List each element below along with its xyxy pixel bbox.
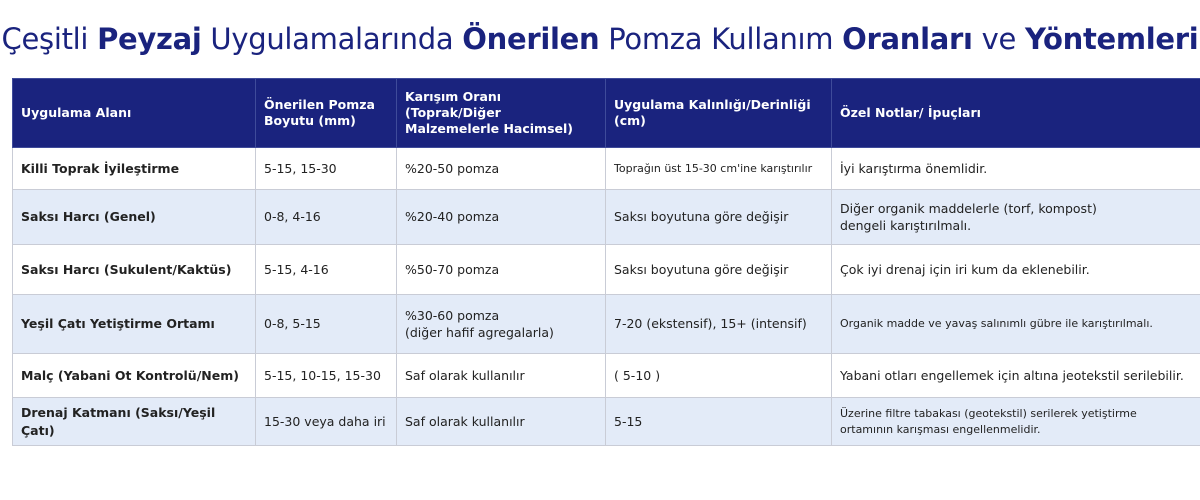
cell-mix-ratio: %20-40 pomza xyxy=(397,190,606,245)
title-part: ve xyxy=(972,22,1025,56)
cell-notes: İyi karıştırma önemlidir. xyxy=(832,148,1200,190)
table-row xyxy=(13,295,1200,354)
table-row xyxy=(13,354,1200,398)
cell-thickness: 7-20 (ekstensif), 15+ (intensif) xyxy=(606,295,832,354)
title-part: Pomza Kullanım xyxy=(599,22,843,56)
cell-pumice-size: 0-8, 5-15 xyxy=(256,295,397,354)
cell-mix-ratio: %50-70 pomza xyxy=(397,245,606,295)
cell-thickness: 5-15 xyxy=(606,398,832,446)
cell-application-area: Saksı Harcı (Genel) xyxy=(13,190,256,245)
cell-application-area: Drenaj Katmanı (Saksı/Yeşil Çatı) xyxy=(13,398,256,446)
cell-mix-ratio: Saf olarak kullanılır xyxy=(397,398,606,446)
header-application-area: Uygulama Alanı xyxy=(13,79,256,148)
header-mix-ratio: Karışım Oranı (Toprak/Diğer Malzemelerle Hacimsel) xyxy=(397,79,606,148)
cell-application-area: Yeşil Çatı Yetiştirme Ortamı xyxy=(13,295,256,354)
cell-notes: Organik madde ve yavaş salınımlı gübre ile karıştırılmalı. xyxy=(832,295,1200,354)
title-part: Önerilen xyxy=(462,22,600,56)
cell-pumice-size: 5-15, 4-16 xyxy=(256,245,397,295)
pumice-usage-table xyxy=(12,78,1200,446)
table-row xyxy=(13,245,1200,295)
cell-mix-ratio: Saf olarak kullanılır xyxy=(397,354,606,398)
cell-thickness: ( 5-10 ) xyxy=(606,354,832,398)
cell-pumice-size: 0-8, 4-16 xyxy=(256,190,397,245)
cell-notes: Diğer organik maddelerle (torf, kompost) dengeli karıştırılmalı. xyxy=(832,190,1200,245)
cell-thickness: Saksı boyutuna göre değişir xyxy=(606,190,832,245)
title-part: Uygulamalarında xyxy=(201,22,463,56)
cell-pumice-size: 5-15, 15-30 xyxy=(256,148,397,190)
cell-notes: Üzerine filtre tabakası (geotekstil) serilerek yetiştirme ortamının karışması engellenmelidir. xyxy=(832,398,1200,446)
table-row xyxy=(13,398,1200,446)
cell-application-area: Killi Toprak İyileştirme xyxy=(13,148,256,190)
page-title xyxy=(0,22,1200,56)
cell-application-area: Saksı Harcı (Sukulent/Kaktüs) xyxy=(13,245,256,295)
cell-notes: Çok iyi drenaj için iri kum da eklenebilir. xyxy=(832,245,1200,295)
table-row xyxy=(13,148,1200,190)
header-pumice-size: Önerilen Pomza Boyutu (mm) xyxy=(256,79,397,148)
title-part: Çeşitli xyxy=(1,22,98,56)
header-notes: Özel Notlar/ İpuçları xyxy=(832,79,1200,148)
title-part: Oranları xyxy=(842,22,973,56)
cell-thickness: Toprağın üst 15-30 cm'ine karıştırılır xyxy=(606,148,832,190)
title-part: Yöntemleri xyxy=(1024,22,1199,56)
cell-thickness: Saksı boyutuna göre değişir xyxy=(606,245,832,295)
cell-application-area: Malç (Yabani Ot Kontrolü/Nem) xyxy=(13,354,256,398)
cell-pumice-size: 5-15, 10-15, 15-30 xyxy=(256,354,397,398)
cell-notes: Yabani otları engellemek için altına jeotekstil serilebilir. xyxy=(832,354,1200,398)
cell-mix-ratio: %30-60 pomza (diğer hafif agregalarla) xyxy=(397,295,606,354)
header-thickness: Uygulama Kalınlığı/Derinliği (cm) xyxy=(606,79,832,148)
cell-mix-ratio: %20-50 pomza xyxy=(397,148,606,190)
table-row xyxy=(13,190,1200,245)
cell-pumice-size: 15-30 veya daha iri xyxy=(256,398,397,446)
title-part: Peyzaj xyxy=(97,22,202,56)
table-header-row xyxy=(13,79,1200,148)
